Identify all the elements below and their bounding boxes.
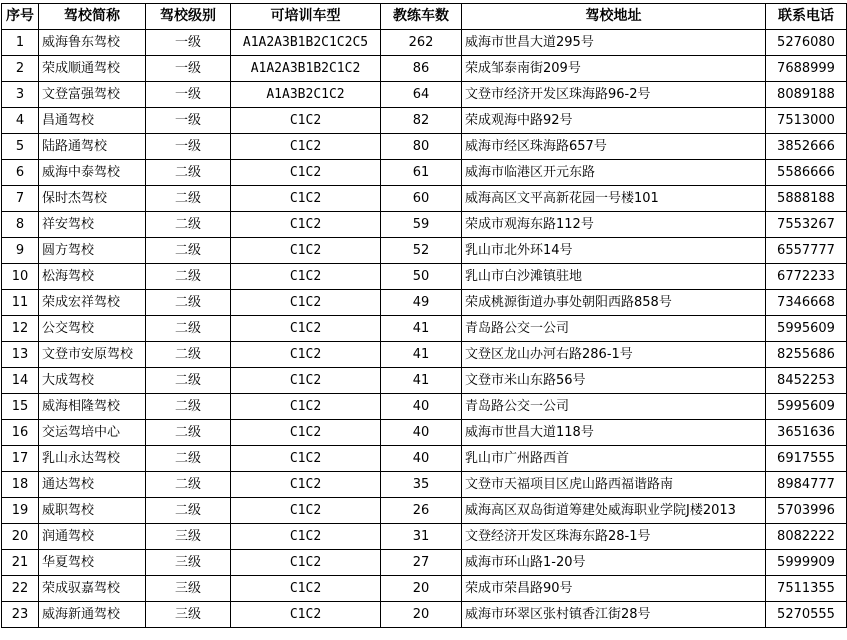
header-index: 序号 — [2, 4, 39, 30]
car-count: 41 — [381, 316, 462, 342]
table-row — [2, 446, 847, 472]
phone-number: 3651636 — [766, 420, 847, 446]
vehicle-types: C1C2 — [231, 602, 381, 628]
row-index: 6 — [2, 160, 39, 186]
table-row — [2, 368, 847, 394]
phone-number: 7553267 — [766, 212, 847, 238]
table-row — [2, 394, 847, 420]
phone-number: 8452253 — [766, 368, 847, 394]
school-address: 威海市世昌大道118号 — [462, 420, 766, 446]
car-count: 40 — [381, 420, 462, 446]
row-index: 11 — [2, 290, 39, 316]
vehicle-types: C1C2 — [231, 316, 381, 342]
school-level: 二级 — [146, 160, 231, 186]
vehicle-types: C1C2 — [231, 394, 381, 420]
table-row — [2, 524, 847, 550]
table-row — [2, 420, 847, 446]
vehicle-types: C1C2 — [231, 186, 381, 212]
vehicle-types: C1C2 — [231, 212, 381, 238]
row-index: 10 — [2, 264, 39, 290]
table-row — [2, 342, 847, 368]
table-row — [2, 264, 847, 290]
school-level: 一级 — [146, 134, 231, 160]
school-name: 威海鲁东驾校 — [39, 30, 146, 56]
school-name: 乳山永达驾校 — [39, 446, 146, 472]
row-index: 17 — [2, 446, 39, 472]
car-count: 60 — [381, 186, 462, 212]
car-count: 27 — [381, 550, 462, 576]
phone-number: 8255686 — [766, 342, 847, 368]
table-row — [2, 498, 847, 524]
school-address: 荣成桃源街道办事处朝阳西路858号 — [462, 290, 766, 316]
school-level: 一级 — [146, 56, 231, 82]
header-row — [2, 4, 847, 30]
car-count: 82 — [381, 108, 462, 134]
school-level: 三级 — [146, 602, 231, 628]
school-address: 威海市世昌大道295号 — [462, 30, 766, 56]
header-school-name: 驾校简称 — [39, 4, 146, 30]
school-name: 威职驾校 — [39, 498, 146, 524]
row-index: 7 — [2, 186, 39, 212]
school-level: 二级 — [146, 264, 231, 290]
school-name: 荣成顺通驾校 — [39, 56, 146, 82]
table-row — [2, 602, 847, 628]
school-level: 三级 — [146, 524, 231, 550]
school-level: 二级 — [146, 186, 231, 212]
vehicle-types: C1C2 — [231, 160, 381, 186]
row-index: 15 — [2, 394, 39, 420]
table-row — [2, 56, 847, 82]
school-address: 文登市米山东路56号 — [462, 368, 766, 394]
table-row — [2, 472, 847, 498]
header-phone: 联系电话 — [766, 4, 847, 30]
table-row — [2, 290, 847, 316]
school-level: 二级 — [146, 394, 231, 420]
school-address: 青岛路公交一公司 — [462, 394, 766, 420]
school-address: 荣成市观海东路112号 — [462, 212, 766, 238]
vehicle-types: C1C2 — [231, 550, 381, 576]
car-count: 59 — [381, 212, 462, 238]
car-count: 40 — [381, 446, 462, 472]
vehicle-types: C1C2 — [231, 576, 381, 602]
school-name: 交运驾培中心 — [39, 420, 146, 446]
car-count: 86 — [381, 56, 462, 82]
phone-number: 5995609 — [766, 316, 847, 342]
car-count: 49 — [381, 290, 462, 316]
phone-number: 6772233 — [766, 264, 847, 290]
row-index: 14 — [2, 368, 39, 394]
car-count: 41 — [381, 342, 462, 368]
row-index: 9 — [2, 238, 39, 264]
row-index: 2 — [2, 56, 39, 82]
school-name: 保时杰驾校 — [39, 186, 146, 212]
phone-number: 5999909 — [766, 550, 847, 576]
vehicle-types: A1A3B2C1C2 — [231, 82, 381, 108]
car-count: 61 — [381, 160, 462, 186]
car-count: 31 — [381, 524, 462, 550]
school-name: 祥安驾校 — [39, 212, 146, 238]
phone-number: 5276080 — [766, 30, 847, 56]
vehicle-types: C1C2 — [231, 134, 381, 160]
school-level: 二级 — [146, 212, 231, 238]
school-level: 三级 — [146, 550, 231, 576]
school-address: 青岛路公交一公司 — [462, 316, 766, 342]
school-name: 威海新通驾校 — [39, 602, 146, 628]
school-name: 文登市安原驾校 — [39, 342, 146, 368]
school-level: 一级 — [146, 108, 231, 134]
header-car-count: 教练车数 — [381, 4, 462, 30]
vehicle-types: C1C2 — [231, 264, 381, 290]
car-count: 41 — [381, 368, 462, 394]
school-address: 乳山市广州路西首 — [462, 446, 766, 472]
row-index: 20 — [2, 524, 39, 550]
phone-number: 5270555 — [766, 602, 847, 628]
row-index: 22 — [2, 576, 39, 602]
school-address: 威海市环山路1-20号 — [462, 550, 766, 576]
phone-number: 5703996 — [766, 498, 847, 524]
header-vehicle-types: 可培训车型 — [231, 4, 381, 30]
school-level: 二级 — [146, 290, 231, 316]
table-row — [2, 550, 847, 576]
header-school-level: 驾校级别 — [146, 4, 231, 30]
phone-number: 5995609 — [766, 394, 847, 420]
vehicle-types: C1C2 — [231, 368, 381, 394]
vehicle-types: C1C2 — [231, 446, 381, 472]
car-count: 80 — [381, 134, 462, 160]
vehicle-types: C1C2 — [231, 524, 381, 550]
car-count: 64 — [381, 82, 462, 108]
table-row — [2, 108, 847, 134]
school-address: 文登经济开发区珠海东路28-1号 — [462, 524, 766, 550]
row-index: 5 — [2, 134, 39, 160]
vehicle-types: C1C2 — [231, 472, 381, 498]
row-index: 19 — [2, 498, 39, 524]
car-count: 20 — [381, 576, 462, 602]
phone-number: 7346668 — [766, 290, 847, 316]
school-address: 乳山市北外环14号 — [462, 238, 766, 264]
phone-number: 7511355 — [766, 576, 847, 602]
car-count: 20 — [381, 602, 462, 628]
table-row — [2, 82, 847, 108]
row-index: 18 — [2, 472, 39, 498]
school-level: 一级 — [146, 30, 231, 56]
vehicle-types: C1C2 — [231, 342, 381, 368]
phone-number: 7688999 — [766, 56, 847, 82]
row-index: 4 — [2, 108, 39, 134]
school-address: 威海高区双岛街道筹建处威海职业学院J楼2013 — [462, 498, 766, 524]
school-name: 华夏驾校 — [39, 550, 146, 576]
school-address: 荣成观海中路92号 — [462, 108, 766, 134]
school-address: 荣成邹泰南街209号 — [462, 56, 766, 82]
vehicle-types: C1C2 — [231, 498, 381, 524]
phone-number: 8082222 — [766, 524, 847, 550]
phone-number: 6557777 — [766, 238, 847, 264]
vehicle-types: C1C2 — [231, 108, 381, 134]
table-row — [2, 134, 847, 160]
table-body — [2, 30, 847, 628]
phone-number: 8984777 — [766, 472, 847, 498]
table-row — [2, 576, 847, 602]
school-level: 三级 — [146, 576, 231, 602]
school-address: 文登市天福项目区虎山路西福谐路南 — [462, 472, 766, 498]
school-name: 威海中泰驾校 — [39, 160, 146, 186]
header-address: 驾校地址 — [462, 4, 766, 30]
school-name: 文登富强驾校 — [39, 82, 146, 108]
school-name: 松海驾校 — [39, 264, 146, 290]
school-name: 荣成驭嘉驾校 — [39, 576, 146, 602]
table-row — [2, 30, 847, 56]
row-index: 1 — [2, 30, 39, 56]
row-index: 8 — [2, 212, 39, 238]
phone-number: 7513000 — [766, 108, 847, 134]
school-level: 二级 — [146, 420, 231, 446]
row-index: 3 — [2, 82, 39, 108]
school-name: 陆路通驾校 — [39, 134, 146, 160]
school-name: 大成驾校 — [39, 368, 146, 394]
vehicle-types: C1C2 — [231, 238, 381, 264]
vehicle-types: C1C2 — [231, 290, 381, 316]
school-address: 威海市临港区开元东路 — [462, 160, 766, 186]
car-count: 52 — [381, 238, 462, 264]
school-name: 昌通驾校 — [39, 108, 146, 134]
school-level: 二级 — [146, 342, 231, 368]
school-address: 文登区龙山办河右路286-1号 — [462, 342, 766, 368]
school-name: 荣成宏祥驾校 — [39, 290, 146, 316]
row-index: 13 — [2, 342, 39, 368]
school-level: 二级 — [146, 316, 231, 342]
table-row — [2, 238, 847, 264]
school-level: 一级 — [146, 82, 231, 108]
school-address: 威海市环翠区张村镇香江街28号 — [462, 602, 766, 628]
driving-school-table — [1, 3, 847, 628]
vehicle-types: C1C2 — [231, 420, 381, 446]
school-name: 通达驾校 — [39, 472, 146, 498]
phone-number: 8089188 — [766, 82, 847, 108]
school-name: 圆方驾校 — [39, 238, 146, 264]
car-count: 35 — [381, 472, 462, 498]
school-address: 文登市经济开发区珠海路96-2号 — [462, 82, 766, 108]
row-index: 21 — [2, 550, 39, 576]
car-count: 50 — [381, 264, 462, 290]
school-level: 二级 — [146, 446, 231, 472]
vehicle-types: A1A2A3B1B2C1C2C5 — [231, 30, 381, 56]
row-index: 16 — [2, 420, 39, 446]
school-level: 二级 — [146, 472, 231, 498]
table-row — [2, 316, 847, 342]
school-address: 威海市经区珠海路657号 — [462, 134, 766, 160]
car-count: 26 — [381, 498, 462, 524]
table-row — [2, 212, 847, 238]
school-name: 公交驾校 — [39, 316, 146, 342]
phone-number: 5586666 — [766, 160, 847, 186]
school-level: 二级 — [146, 368, 231, 394]
row-index: 12 — [2, 316, 39, 342]
vehicle-types: A1A2A3B1B2C1C2 — [231, 56, 381, 82]
school-level: 二级 — [146, 498, 231, 524]
phone-number: 3852666 — [766, 134, 847, 160]
school-name: 威海相隆驾校 — [39, 394, 146, 420]
school-level: 二级 — [146, 238, 231, 264]
phone-number: 6917555 — [766, 446, 847, 472]
school-address: 乳山市白沙滩镇驻地 — [462, 264, 766, 290]
car-count: 262 — [381, 30, 462, 56]
table-row — [2, 186, 847, 212]
school-address: 威海高区文平高新花园一号楼101 — [462, 186, 766, 212]
car-count: 40 — [381, 394, 462, 420]
phone-number: 5888188 — [766, 186, 847, 212]
table-row — [2, 160, 847, 186]
row-index: 23 — [2, 602, 39, 628]
school-address: 荣成市荣昌路90号 — [462, 576, 766, 602]
school-name: 润通驾校 — [39, 524, 146, 550]
